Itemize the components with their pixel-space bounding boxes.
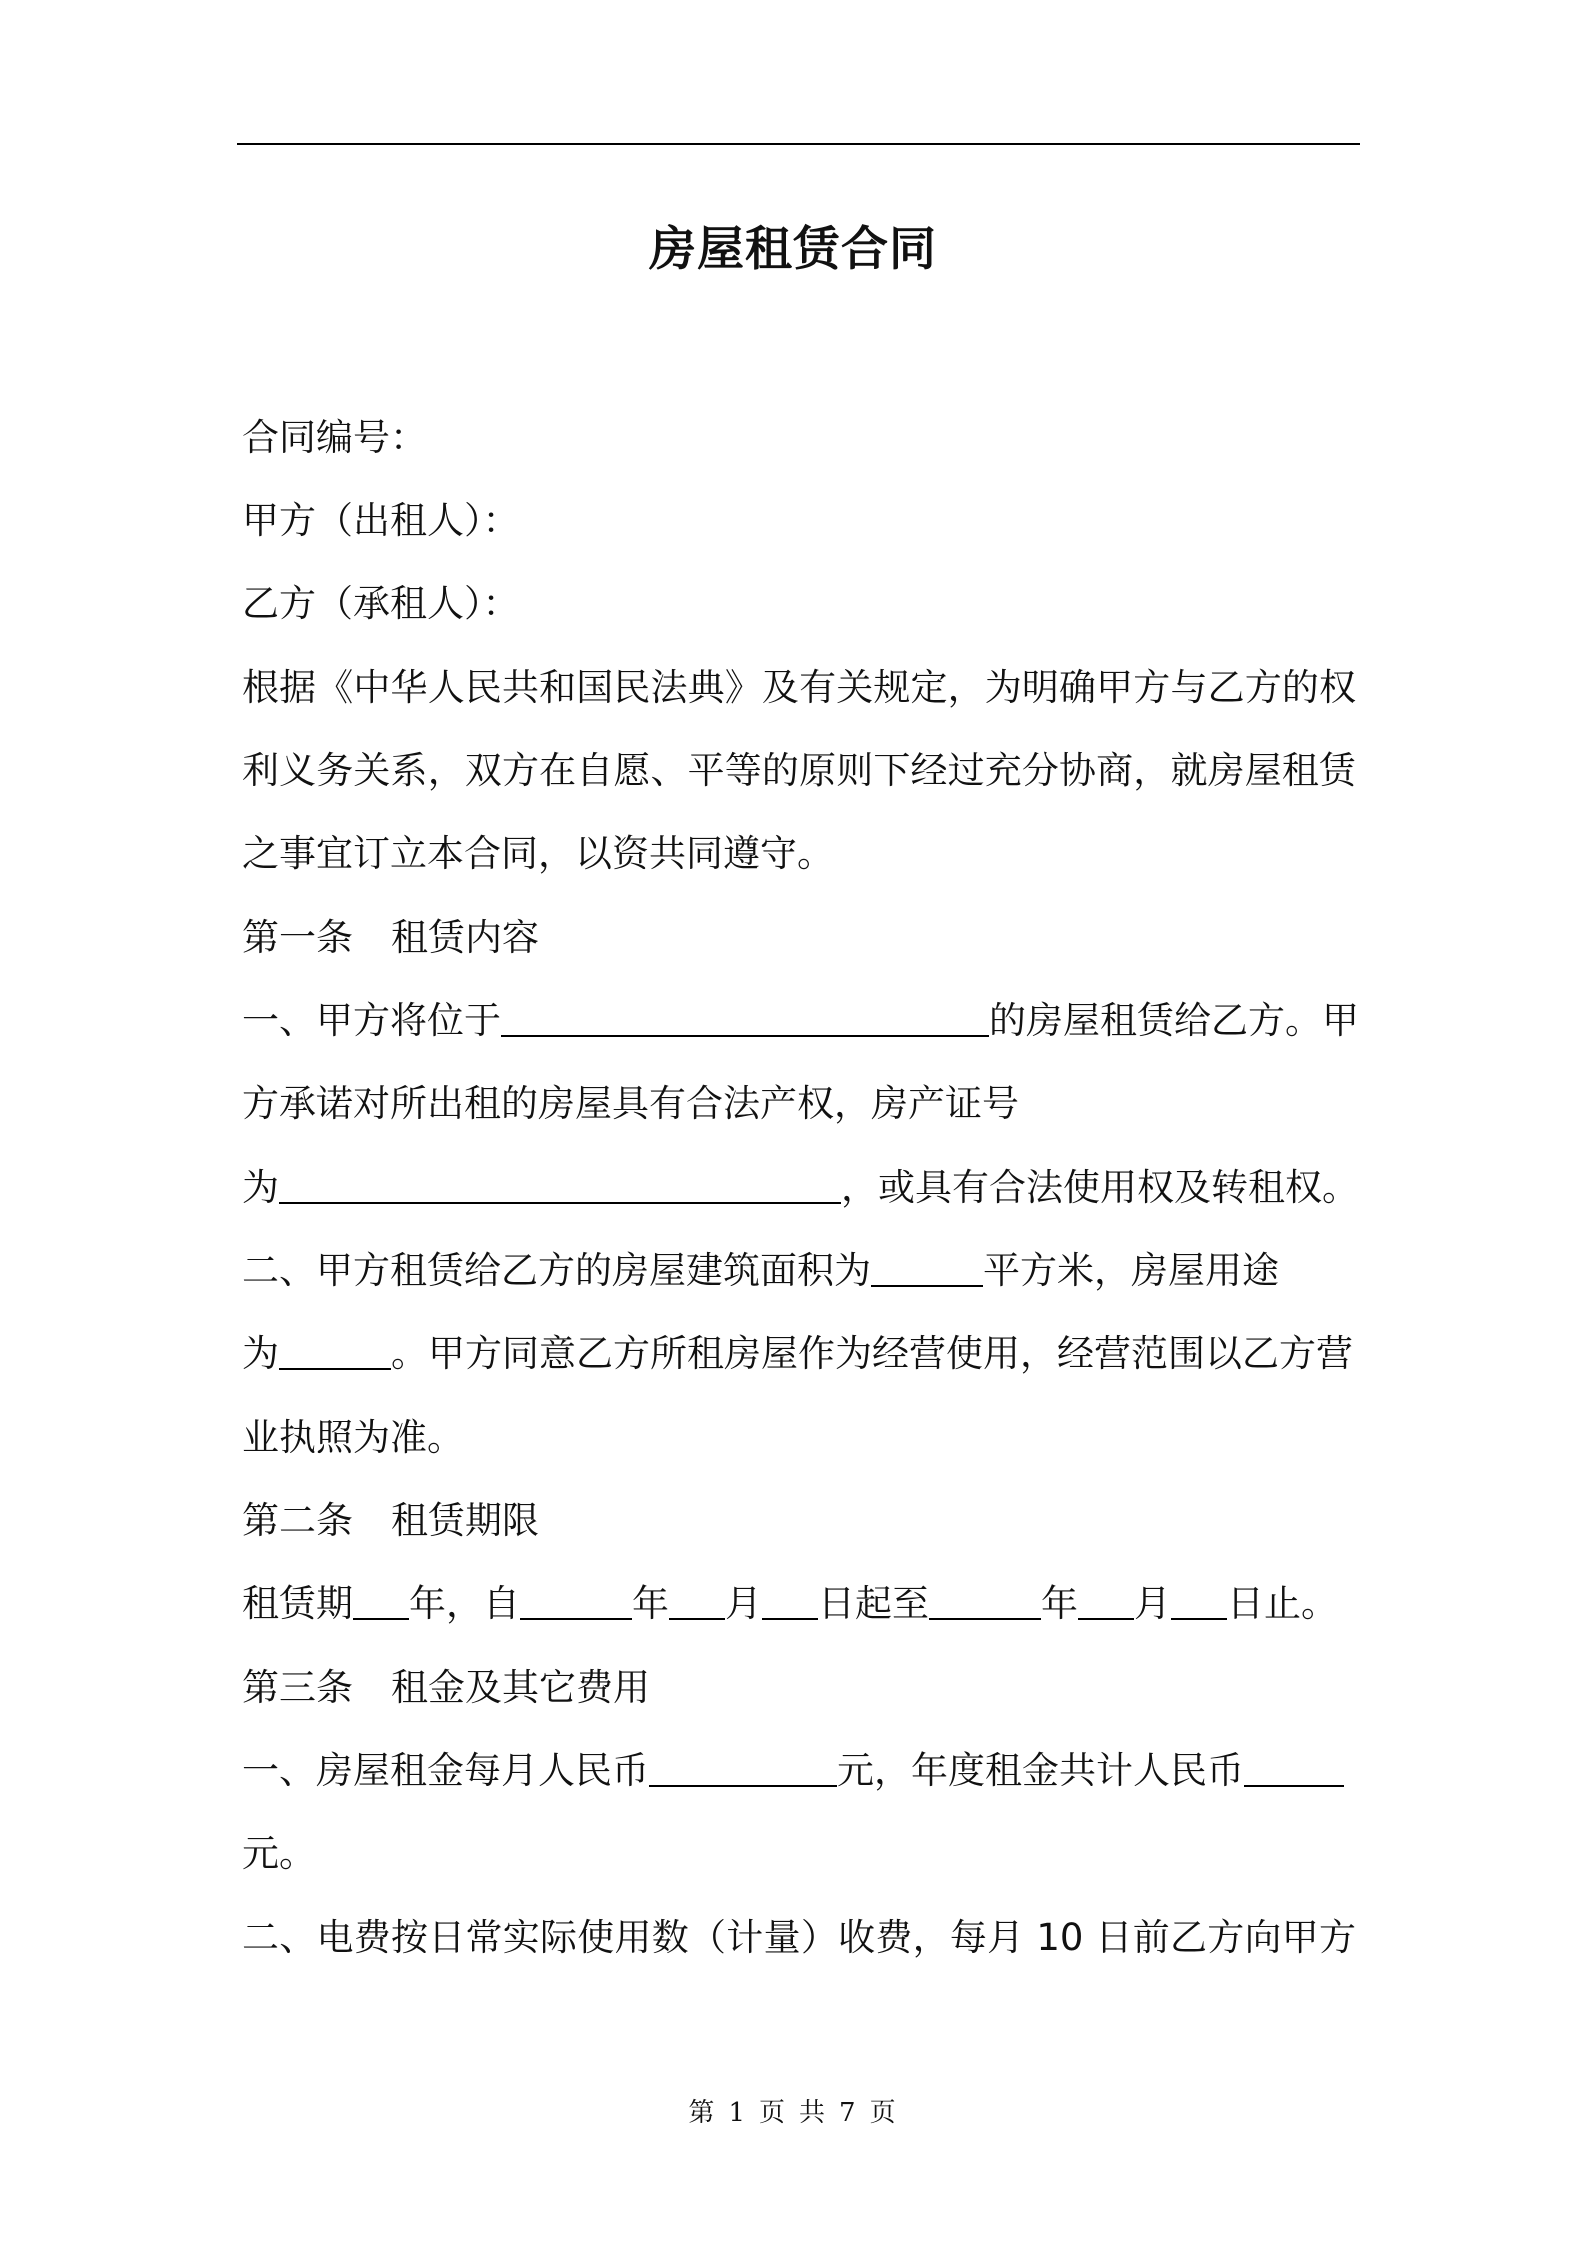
current-page-number: 1 xyxy=(728,2098,747,2128)
clause-text: 元。 xyxy=(242,1832,316,1875)
start-month-blank xyxy=(669,1578,725,1620)
certificate-number-blank xyxy=(279,1162,841,1204)
clause-text: 二、电费按日常实际使用数（计量）收费，每月 10 日前乙方向甲方 xyxy=(242,1916,1356,1959)
clause-text: ，或具有合法使用权及转租权。 xyxy=(841,1166,1359,1209)
clause-text: 一、房屋租金每月人民币 xyxy=(242,1749,649,1792)
clause-text: 元，年度租金共计人民币 xyxy=(837,1749,1244,1792)
footer-text: 页 xyxy=(758,2098,787,2128)
address-blank xyxy=(501,995,989,1037)
end-year-blank xyxy=(929,1578,1041,1620)
article-title: 租赁内容 xyxy=(391,916,539,959)
end-day-blank xyxy=(1171,1578,1227,1620)
clause-text: 为 xyxy=(242,1332,279,1375)
start-year-blank xyxy=(520,1578,632,1620)
monthly-rent-blank xyxy=(649,1745,837,1787)
preamble-line: 根据《中华人民共和国民法典》及有关规定，为明确甲方与乙方的权 xyxy=(242,666,1356,709)
article-3-item-1 xyxy=(242,1745,1344,1797)
article-1-item-2-usage xyxy=(242,1328,1353,1380)
area-blank xyxy=(871,1245,983,1287)
article-1-item-1 xyxy=(242,995,1359,1047)
usage-blank xyxy=(279,1328,391,1370)
clause-text: 日止。 xyxy=(1227,1582,1338,1625)
annual-rent-blank xyxy=(1244,1745,1344,1787)
article-title: 租赁期限 xyxy=(391,1499,539,1542)
clause-text: 二、甲方租赁给乙方的房屋建筑面积为 xyxy=(242,1249,871,1292)
clause-text: 的房屋租赁给乙方。甲 xyxy=(989,999,1359,1042)
contract-number-label: 合同编号： xyxy=(242,416,427,459)
article-3-heading xyxy=(242,1662,650,1714)
clause-text: 方承诺对所出租的房屋具有合法产权，房产证号 xyxy=(242,1082,1019,1125)
term-years-blank xyxy=(353,1578,409,1620)
footer-text: 页 xyxy=(869,2098,898,2128)
header-rule xyxy=(237,143,1360,145)
footer-text: 共 xyxy=(799,2098,828,2128)
article-number: 第二条 xyxy=(242,1499,353,1542)
clause-text: 业执照为准。 xyxy=(242,1416,464,1459)
footer-text: 第 xyxy=(688,2098,717,2128)
clause-text: 月 xyxy=(725,1582,762,1625)
clause-text: 为 xyxy=(242,1166,279,1209)
lease-term-line xyxy=(242,1578,1338,1630)
clause-text: 租赁期 xyxy=(242,1582,353,1625)
article-2-heading xyxy=(242,1495,539,1547)
article-1-item-1-cert xyxy=(242,1162,1359,1214)
clause-text: 日起至 xyxy=(818,1582,929,1625)
party-a-label: 甲方（出租人）： xyxy=(242,499,520,542)
clause-text: 。甲方同意乙方所租房屋作为经营使用，经营范围以乙方营 xyxy=(391,1332,1353,1375)
clause-text: 一、甲方将位于 xyxy=(242,999,501,1042)
clause-text: 月 xyxy=(1134,1582,1171,1625)
start-day-blank xyxy=(762,1578,818,1620)
article-number: 第三条 xyxy=(242,1666,353,1709)
article-1-heading xyxy=(242,912,539,964)
page-footer xyxy=(0,2092,1586,2129)
clause-text: 年，自 xyxy=(409,1582,520,1625)
preamble-line: 利义务关系，双方在自愿、平等的原则下经过充分协商，就房屋租赁 xyxy=(242,749,1356,792)
clause-text: 平方米，房屋用途 xyxy=(983,1249,1279,1292)
article-number: 第一条 xyxy=(242,916,353,959)
clause-text: 年 xyxy=(1041,1582,1078,1625)
party-b-label: 乙方（承租人）： xyxy=(242,582,520,625)
preamble-line: 之事宜订立本合同，以资共同遵守。 xyxy=(242,832,834,875)
document-title: 房屋租赁合同 xyxy=(649,222,937,277)
total-page-number: 7 xyxy=(839,2098,858,2128)
end-month-blank xyxy=(1078,1578,1134,1620)
article-1-item-2 xyxy=(242,1245,1279,1297)
clause-text: 年 xyxy=(632,1582,669,1625)
article-title: 租金及其它费用 xyxy=(391,1666,650,1709)
